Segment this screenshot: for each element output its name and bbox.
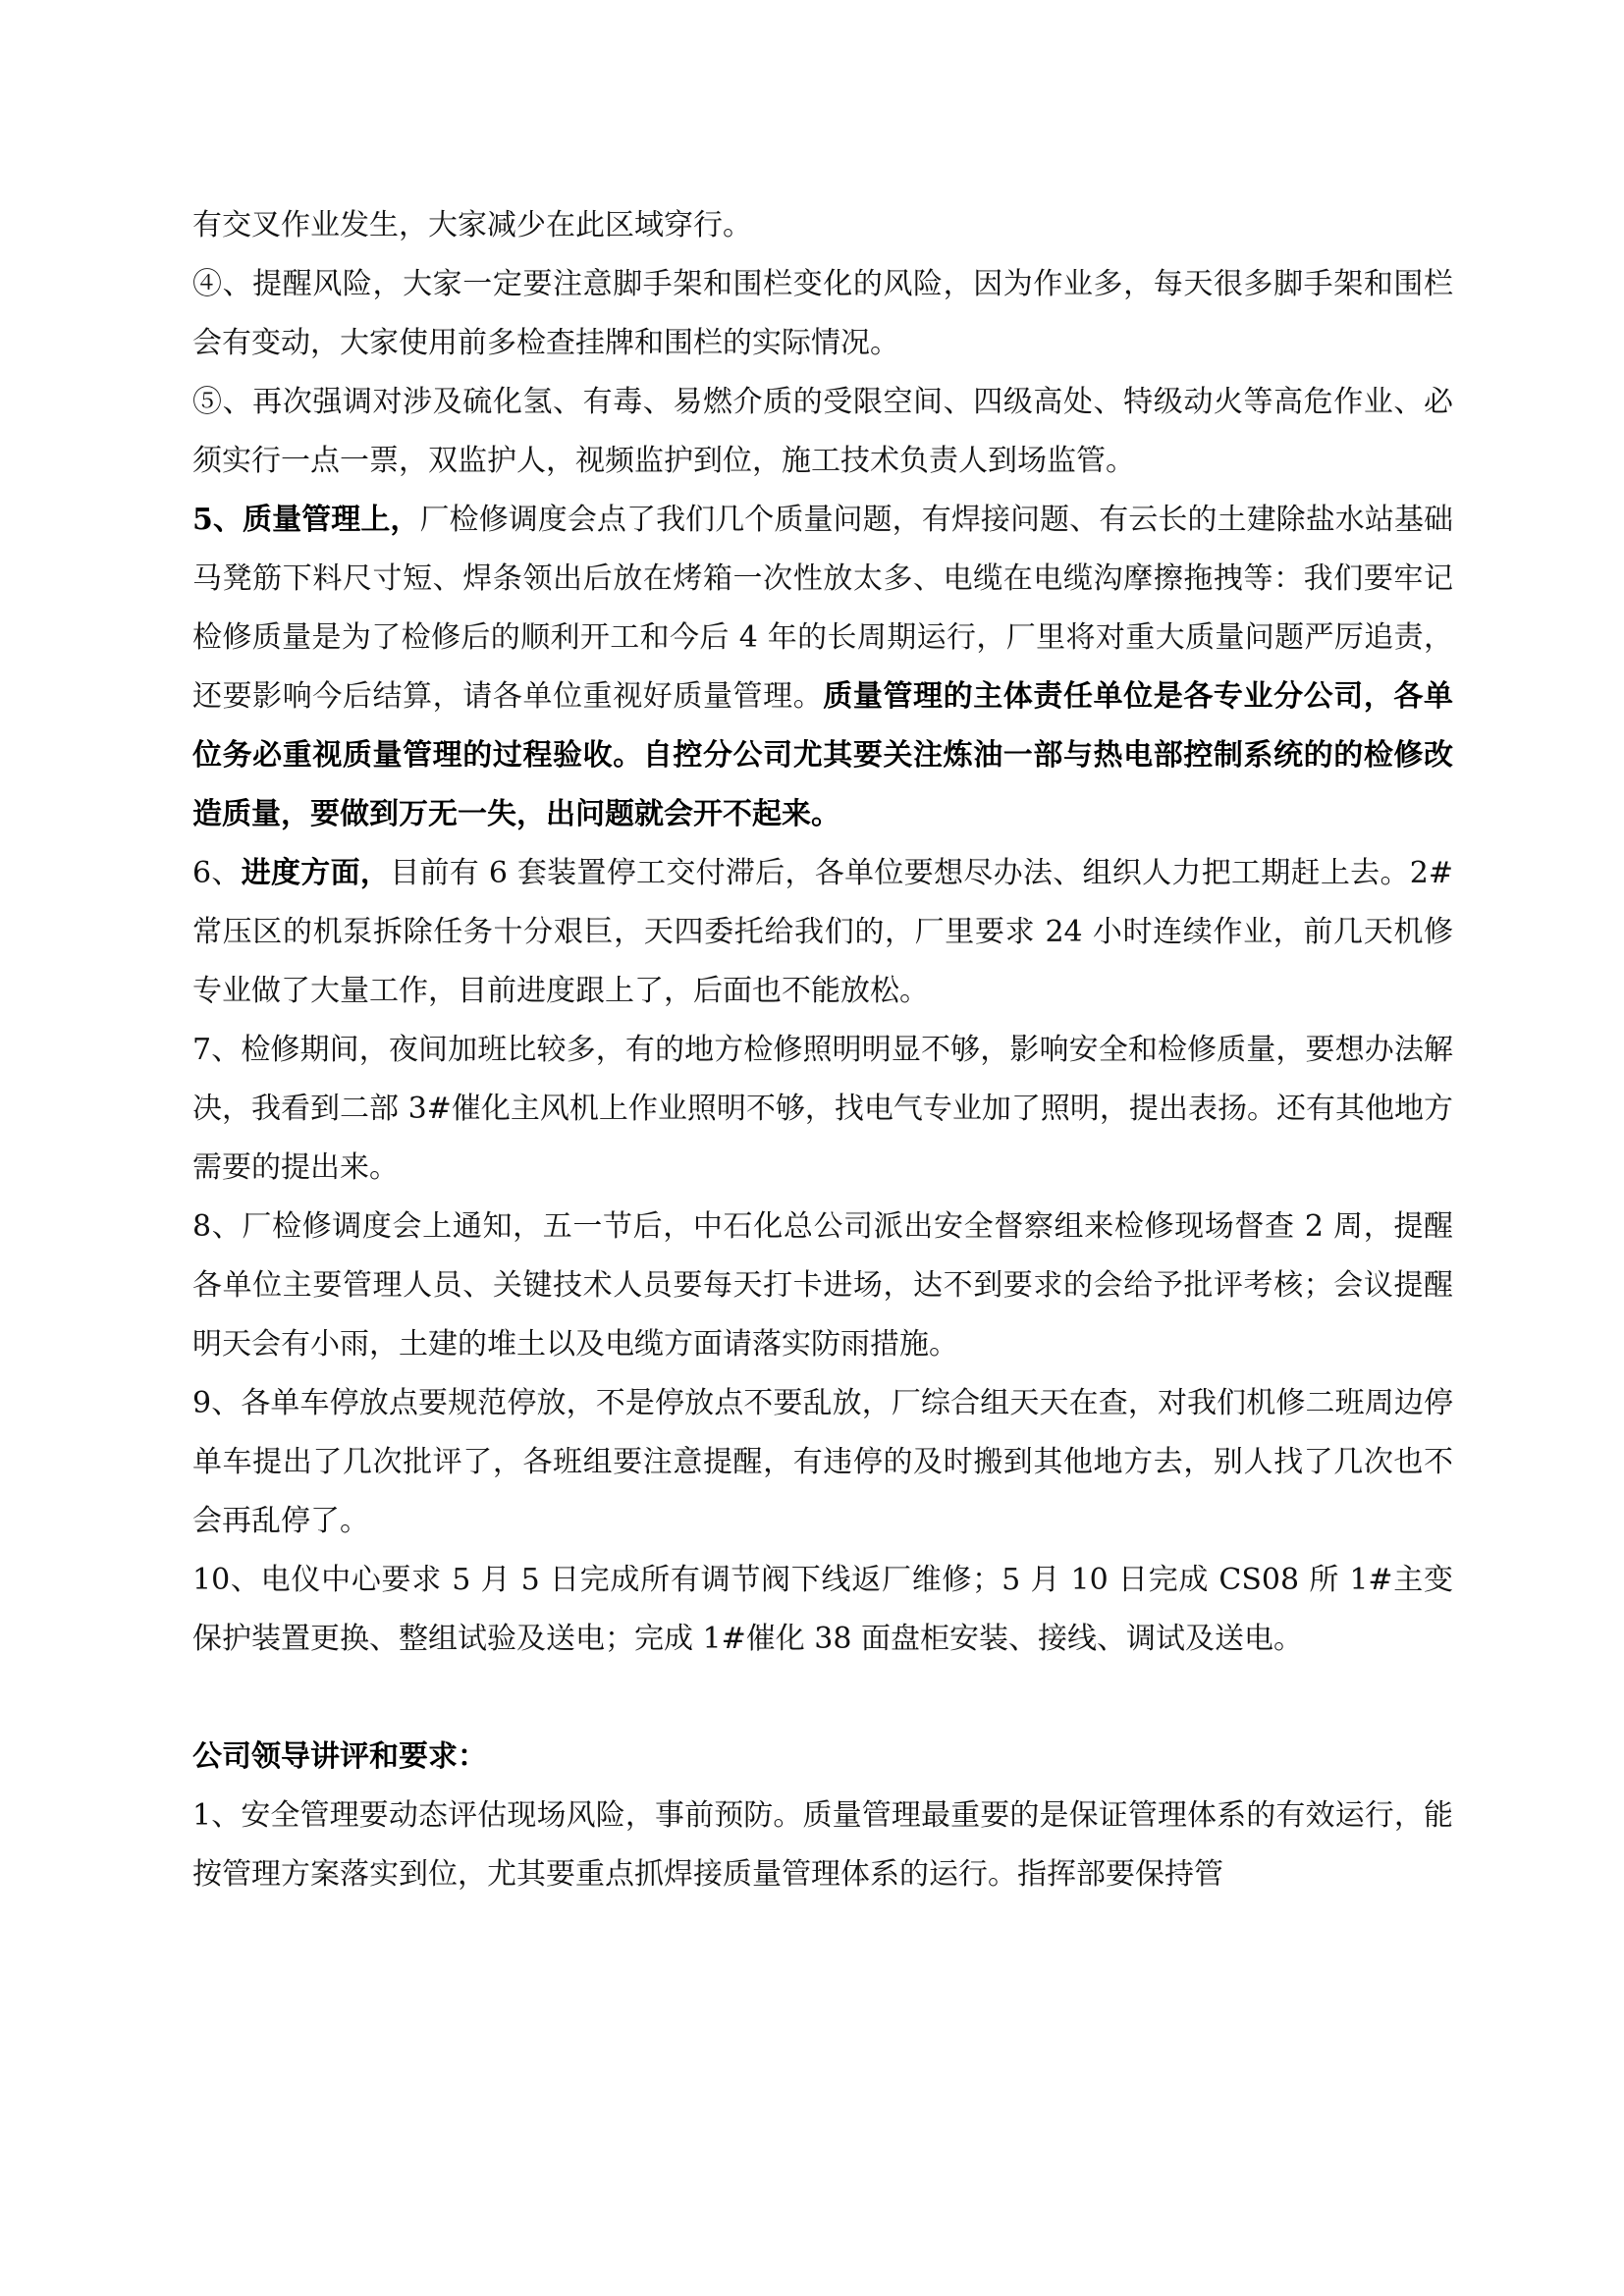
- document-page: [192, 196, 1453, 1904]
- paragraph-instrument-center: 10、电仪中心要求 5 月 5 日完成所有调节阀下线返厂维修；5 月 10 日完成 CS08 所 1#主变保护装置更换、整组试验及送电；完成 1#催化 38 面盘柜安装、接线、调试及送电。: [192, 1563, 1453, 1656]
- paragraph-progress: [192, 844, 1453, 1021]
- paragraph-high-risk-work: ⑤、再次强调对涉及硫化氢、有毒、易燃介质的受限空间、四级高处、特级动火等高危作业、必须实行一点一票，双监护人，视频监护到位，施工技术负责人到场监管。: [192, 385, 1453, 478]
- paragraph-safety-inspection: 8、厂检修调度会上通知，五一节后，中石化总公司派出安全督察组来检修现场督查 2 周，提醒各单位主要管理人员、关键技术人员要每天打卡进场，达不到要求的会给予批评考核；会议提醒明天会有小雨，土建的堆土以及电缆方面请落实防雨措施。: [192, 1209, 1453, 1362]
- section-spacer: [192, 1669, 1453, 1728]
- quality-heading: 5、质量管理上，: [192, 503, 420, 537]
- paragraph-leadership-safety: 1、安全管理要动态评估现场风险，事前预防。质量管理最重要的是保证管理体系的有效运行，能按管理方案落实到位，尤其要重点抓焊接质量管理体系的运行。指挥部要保持管: [192, 1798, 1453, 1892]
- paragraph-night-lighting: 7、检修期间，夜间加班比较多，有的地方检修照明明显不够，影响安全和检修质量，要想办法解决，我看到二部 3#催化主风机上作业照明不够，找电气专业加了照明，提出表扬。还有其他地方需要的提出来。: [192, 1033, 1453, 1185]
- progress-body: 目前有 6 套装置停工交付滞后，各单位要想尽办法、组织人力把工期赶上去。2#常压区的机泵拆除任务十分艰巨，天四委托给我们的，厂里要求 24 小时连续作业，前几天机修专业做了大量工作，目前进度跟上了，后面也不能放松。: [192, 856, 1453, 1008]
- paragraph-bike-parking: 9、各单车停放点要规范停放，不是停放点不要乱放，厂综合组天天在查，对我们机修二班周边停单车提出了几次批评了，各班组要注意提醒，有违停的及时搬到其他地方去，别人找了几次也不会再乱停了。: [192, 1386, 1453, 1538]
- progress-number: 6、: [192, 856, 242, 890]
- progress-heading: 进度方面，: [241, 856, 391, 890]
- paragraph-quality-management: [192, 491, 1453, 844]
- quality-body: 厂检修调度会点了我们几个质量问题，有焊接问题、有云长的土建除盐水站基础马凳筋下料尺寸短、焊条领出后放在烤箱一次性放太多、电缆在电缆沟摩擦拖拽等：我们要牢记检修质量是为了检修后的顺利开工和今后 4 年的长周期运行，厂里将对重大质量问题严厉追责，还要影响今后结算，请各单位重视好质量管理。: [192, 503, 1454, 714]
- quality-emphasis: 质量管理的主体责任单位是各专业分公司，各单位务必重视质量管理的过程验收。自控分公司尤其要关注炼油一部与热电部控制系统的的检修改造质量，要做到万无一失，出问题就会开不起来。: [192, 679, 1454, 831]
- paragraph-crossing-work: 有交叉作业发生，大家减少在此区域穿行。: [192, 208, 752, 242]
- paragraph-risk-reminder: ④、提醒风险，大家一定要注意脚手架和围栏变化的风险，因为作业多，每天很多脚手架和围栏会有变动，大家使用前多检查挂牌和围栏的实际情况。: [192, 267, 1453, 360]
- section-heading-leadership: [192, 1728, 1453, 1787]
- leadership-heading-text: 公司领导讲评和要求：: [192, 1739, 487, 1774]
